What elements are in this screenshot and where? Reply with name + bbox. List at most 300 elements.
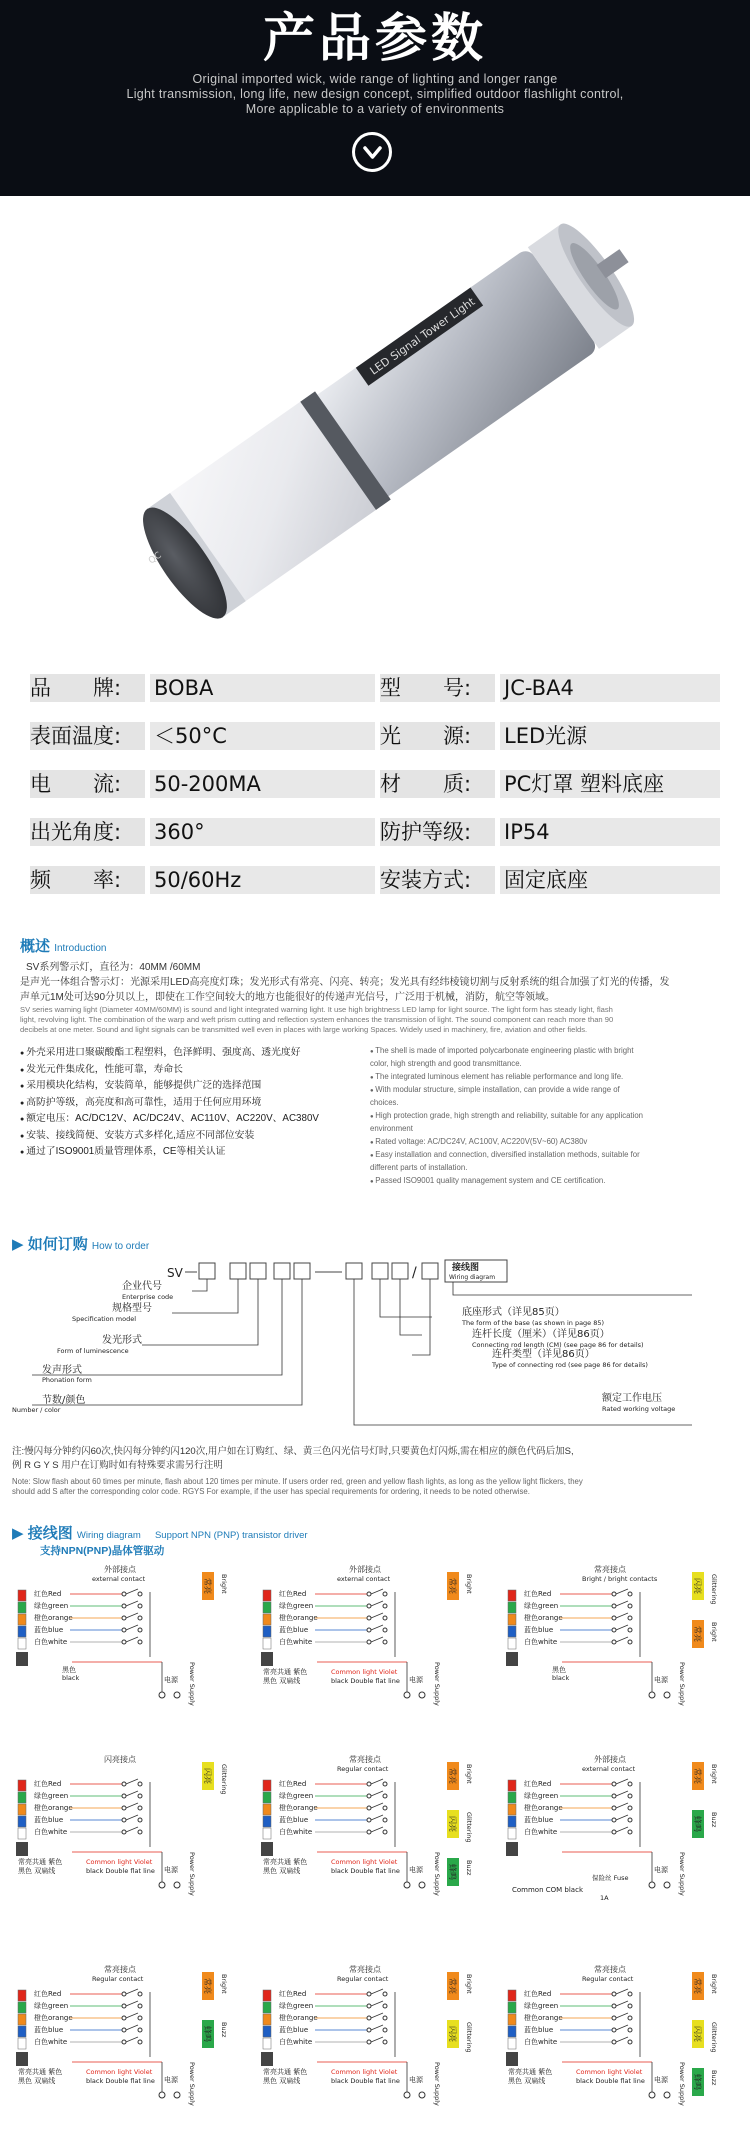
light-segment: [18, 1804, 26, 1815]
power-label: 电源: [409, 1866, 423, 1874]
spec-value: 360°: [150, 818, 375, 846]
hero-subtitle-2: Light transmission, long life, new design concept, simplified outdoor flashlight control,: [126, 87, 624, 101]
wire-label: 绿色green: [279, 2002, 314, 2010]
light-segment: [508, 1792, 516, 1803]
power-label: 电源: [164, 2076, 178, 2084]
common-label-en-2: black Double flat line: [331, 1867, 400, 1875]
overview-desc-1: 是声光一体组合警示灯：光源采用LED高亮度灯珠；发光形式有常亮、闪亮、转亮；发光具有经纬棱镜切割与反射系统的组合加强了灯光的传播，发: [20, 977, 670, 988]
spec-value: ＜50°C: [150, 722, 375, 750]
power-supply-label: Power Supply: [433, 1852, 441, 1896]
common-label-2: 黑色 双扁线: [18, 1867, 56, 1875]
bullet-icon: ●: [20, 1099, 27, 1107]
spec-label: 材 质:: [380, 770, 495, 798]
bullet-icon: ●: [20, 1132, 27, 1140]
indicator-label-en: Glittering: [220, 1764, 228, 1795]
feature-text-en: The integrated luminous element has reliable performance and long life.: [375, 1072, 624, 1081]
feature-item: [20, 1128, 370, 1145]
spec-value: 固定底座: [500, 866, 720, 894]
feature-item-en: [370, 1071, 730, 1084]
common-label-en-2: black Double flat line: [576, 2077, 645, 2085]
wire-label: 红色Red: [524, 1780, 552, 1788]
spec-row: [30, 862, 720, 910]
spec-value: PC灯罩 塑料底座: [500, 770, 720, 798]
order-label-enterprise: 企业代号: [122, 1281, 162, 1292]
power-supply-label: Power Supply: [678, 1852, 686, 1896]
contact-header-en: Regular contact: [337, 1975, 389, 1983]
overview-desc-2: 声单元1M处可达90分贝以上，即使在工作空间较大的地方也能很好的传递声光信号，广泛用于机械，消防，航空等领域。: [20, 992, 556, 1003]
spec-value: 50/60Hz: [150, 866, 375, 894]
feature-item-en: [370, 1045, 730, 1058]
feature-item-en: [370, 1136, 730, 1149]
contact-header: 外部接点: [349, 1565, 381, 1574]
light-segment: [508, 1780, 516, 1791]
wiring-diagram: [502, 1562, 732, 1742]
wiring-subtitle: 支持NPN(PNP)晶体管驱动: [40, 1545, 165, 1557]
bullet-icon: ●: [370, 1075, 376, 1081]
feature-text: 通过了ISO9001质量管理体系，CE等相关认证: [26, 1146, 226, 1157]
wiring-diagram: [12, 1562, 242, 1742]
light-base: [506, 2052, 518, 2066]
wire-label: 白色white: [279, 1638, 313, 1646]
light-base: [506, 1652, 518, 1666]
indicator-label-en: Buzz: [710, 1812, 718, 1828]
common-com-label: Common COM black: [512, 1886, 583, 1894]
page-title: 产品参数: [262, 9, 487, 69]
wire-label: 蓝色blue: [279, 2026, 309, 2034]
power-supply-label: Power Supply: [188, 1852, 196, 1896]
wire-label: 白色white: [279, 2038, 313, 2046]
indicator-label-en: Bright: [710, 1764, 718, 1784]
indicator-label-en: Glittering: [465, 2022, 473, 2053]
indicator-label: 常亮: [693, 1626, 702, 1642]
feature-list-cn: [20, 1045, 370, 1161]
common-label-en: Common light Violet: [331, 1668, 398, 1676]
common-label-2: 黑色 双扁线: [263, 1867, 301, 1875]
power-supply-label: Power Supply: [188, 2062, 196, 2106]
power-label: 电源: [654, 1866, 668, 1874]
light-segment: [508, 2002, 516, 2013]
order-label-base: 底座形式（详见85页）: [462, 1307, 565, 1318]
order-label-rod-length-en: Connecting rod length (CM) (see page 86 for details): [472, 1341, 644, 1349]
wire-label-black: 黑色: [552, 1666, 566, 1674]
power-supply-label: Power Supply: [188, 1662, 196, 1706]
indicator-label: 闪亮: [693, 2026, 702, 2042]
feature-text-en: Rated voltage: AC/DC24V, AC100V, AC220V(5V~60) AC380v: [375, 1137, 588, 1146]
indicator-label-en: Bright: [710, 1974, 718, 1994]
spec-label: 频 率:: [30, 866, 145, 894]
bullet-icon: ●: [20, 1149, 27, 1156]
feature-text-en: With modular structure, simple installation, can provide a wide range of: [375, 1085, 620, 1094]
light-segment: [18, 1780, 26, 1791]
wire-label: 橙色orange: [279, 2014, 318, 2022]
light-segment: [18, 1990, 26, 2001]
common-label-2: 黑色 双扁线: [508, 2077, 546, 2085]
order-title-en: How to order: [91, 1241, 150, 1252]
spec-row: [30, 718, 720, 766]
wiring-title-cn: 接线图: [27, 1525, 73, 1542]
product-label: LED Signal Tower Light: [367, 295, 478, 378]
common-label-2: 黑色 双扁线: [263, 2077, 301, 2085]
wiring-box-label: 接线图: [452, 1263, 480, 1273]
wire-label: 蓝色blue: [524, 2026, 554, 2034]
feature-text-en: color, high strength and good transmittance.: [370, 1059, 522, 1068]
light-segment: [508, 1638, 516, 1649]
power-supply-label: Power Supply: [433, 2062, 441, 2106]
order-label-number-color-en: Number / color: [12, 1406, 61, 1414]
wire-label: 蓝色blue: [279, 1626, 309, 1634]
power-label: 电源: [409, 2076, 423, 2084]
light-segment: [508, 1626, 516, 1637]
order-label-phonation: 发声形式: [42, 1365, 82, 1376]
order-code-prefix: SV: [167, 1266, 183, 1280]
wiring-diagram: [257, 1752, 487, 1932]
wire-label-black: 黑色: [62, 1666, 76, 1674]
contact-header-en: Regular contact: [92, 1975, 144, 1983]
order-label-rod-type: 连杆类型（详见86页）: [492, 1349, 595, 1360]
indicator-label: 常亮: [693, 1768, 702, 1784]
wire-label: 橙色orange: [34, 1614, 73, 1622]
feature-item: [20, 1062, 370, 1079]
common-label-en-2: black Double flat line: [331, 2077, 400, 2085]
light-segment: [263, 1638, 271, 1649]
wiring-diagram: [257, 1562, 487, 1742]
wire-label: 橙色orange: [34, 2014, 73, 2022]
indicator-label: 蜂鸣: [693, 2074, 702, 2090]
light-segment: [508, 2038, 516, 2049]
feature-text-en: Passed ISO9001 quality management system and CE certification.: [375, 1176, 606, 1185]
light-base: [16, 2052, 28, 2066]
feature-text: 采用模块化结构，安装简单，能够提供广泛的选择范围: [26, 1080, 262, 1091]
light-segment: [263, 1590, 271, 1601]
wiring-diagram: [502, 1962, 732, 2135]
common-label-en: Common light Violet: [576, 2068, 643, 2076]
indicator-label: 常亮: [448, 1578, 457, 1594]
wire-label: 红色Red: [34, 1780, 62, 1788]
indicator-label: 蜂鸣: [448, 1864, 457, 1880]
spec-value: IP54: [500, 818, 720, 846]
light-segment: [263, 1614, 271, 1625]
bullet-icon: ●: [20, 1066, 27, 1074]
feature-text-en: environment: [370, 1124, 413, 1133]
fuse-value: 1A: [600, 1894, 609, 1902]
common-label: 常亮共通 紫色: [263, 1858, 308, 1866]
order-label-luminescence: 发光形式: [102, 1335, 142, 1346]
common-label-en: Common light Violet: [86, 2068, 153, 2076]
light-segment: [508, 2026, 516, 2037]
power-label: 电源: [164, 1676, 178, 1684]
wire-label: 红色Red: [279, 1990, 307, 1998]
common-label-2: 黑色 双扁线: [263, 1677, 301, 1685]
light-segment: [263, 1828, 271, 1839]
indicator-label: 常亮: [203, 1578, 212, 1594]
common-label: 常亮共通 紫色: [18, 2068, 63, 2076]
bullet-icon: ●: [370, 1049, 376, 1055]
feature-text-en: Easy installation and connection, diversified installation methods, suitable for: [375, 1150, 640, 1159]
wire-label: 白色white: [34, 1638, 68, 1646]
light-segment: [263, 1990, 271, 2001]
wire-label-black-en: black: [552, 1674, 570, 1682]
wire-label: 橙色orange: [524, 2014, 563, 2022]
wire-label-black-en: black: [62, 1674, 80, 1682]
power-supply-label: Power Supply: [433, 1662, 441, 1706]
feature-item: [20, 1078, 370, 1095]
feature-item: [20, 1144, 370, 1161]
contact-header-en: external contact: [92, 1575, 146, 1583]
order-note-en-2: should add S after the corresponding color code. RGYS For example, if the user has special requirements for ordering, it needs to be noted otherwise.: [12, 1487, 530, 1496]
order-title: ▶ 如何订购 How to order: [12, 1236, 150, 1253]
wire-label: 绿色green: [34, 1792, 69, 1800]
wire-label: 绿色green: [524, 2002, 559, 2010]
light-segment: [18, 2038, 26, 2049]
wire-label: 蓝色blue: [34, 1816, 64, 1824]
light-segment: [508, 1614, 516, 1625]
feature-item-en: [370, 1175, 730, 1188]
bullet-icon: ●: [20, 1116, 27, 1123]
feature-item-en: [370, 1110, 730, 1123]
light-segment: [263, 2002, 271, 2013]
indicator-label-en: Bright: [220, 1974, 228, 1994]
feature-item-en: [370, 1149, 730, 1162]
light-segment: [508, 1816, 516, 1827]
indicator-label: 常亮: [448, 1768, 457, 1784]
wire-label: 绿色green: [34, 1602, 69, 1610]
contact-header: 常亮接点: [594, 1565, 626, 1574]
light-segment: [18, 2026, 26, 2037]
order-label-phonation-en: Phonation form: [42, 1376, 92, 1384]
common-label-en-2: black Double flat line: [331, 1677, 400, 1685]
order-note-2: 例 R G Y S 用户在订购时如有特殊要求需另行注明: [12, 1460, 223, 1471]
light-segment: [263, 1602, 271, 1613]
light-segment: [263, 2038, 271, 2049]
indicator-label: 闪亮: [693, 1578, 702, 1594]
overview-en-1: SV series warning light (Diameter 40MM/60MM) is sound and light integrated warning light. It use high brightness LED lamp for light source. The light form has steady light, flash: [20, 1005, 613, 1014]
wiring-subtitle-en: Support NPN (PNP) transistor driver: [154, 1530, 308, 1541]
spec-value: JC-BA4: [500, 674, 720, 702]
wiring-diagram: [12, 1752, 242, 1932]
order-note-en-1: Note: Slow flash about 60 times per minute, flash about 120 times per minute. If users order red, green and yellow flash lights, as long as the yellow light flickers, they: [12, 1477, 583, 1486]
wire-label: 蓝色blue: [524, 1626, 554, 1634]
contact-header-en: Bright / bright contacts: [582, 1575, 658, 1583]
feature-list-en: [370, 1045, 730, 1188]
power-supply-label: Power Supply: [678, 2062, 686, 2106]
order-label-base-en: The form of the base (as shown in page 85): [462, 1319, 605, 1327]
common-label: 常亮共通 紫色: [263, 1668, 308, 1676]
common-label-en: Common light Violet: [86, 1858, 153, 1866]
product-image: [0, 196, 750, 664]
contact-header: 常亮接点: [349, 1755, 381, 1764]
fuse-label: 保险丝 Fuse: [592, 1874, 629, 1882]
light-segment: [18, 2014, 26, 2025]
light-segment: [18, 1792, 26, 1803]
light-base: [506, 1842, 518, 1856]
feature-text: 额定电压：AC/DC12V、AC/DC24V、AC110V、AC220V、AC380V: [26, 1113, 319, 1124]
common-label: 常亮共通 紫色: [18, 1858, 63, 1866]
feature-item: [20, 1045, 370, 1062]
spec-row: [30, 814, 720, 862]
bullet-icon: ●: [370, 1114, 376, 1120]
spec-label: 安装方式:: [380, 866, 495, 894]
wire-label: 蓝色blue: [34, 2026, 64, 2034]
contact-header-en: external contact: [337, 1575, 391, 1583]
indicator-label-en: Bright: [220, 1574, 228, 1594]
contact-header-en: external contact: [582, 1765, 636, 1773]
wire-label: 橙色orange: [279, 1614, 318, 1622]
order-title-cn: 如何订购: [27, 1236, 88, 1253]
light-base: [261, 1652, 273, 1666]
spec-value: LED光源: [500, 722, 720, 750]
order-label-rod-length: 连杆长度（厘米）（详见86页）: [472, 1329, 610, 1340]
wire-label: 橙色orange: [524, 1804, 563, 1812]
spec-table: [30, 670, 720, 910]
scroll-down-icon[interactable]: [352, 132, 392, 172]
indicator-label-en: Buzz: [710, 2070, 718, 2086]
order-label-number-color: 节数/颜色: [42, 1395, 86, 1406]
order-label-voltage-en: Rated working voltage: [602, 1405, 676, 1413]
indicator-label-en: Bright: [465, 1574, 473, 1594]
spec-label: 品 牌:: [30, 674, 145, 702]
wire-label: 绿色green: [34, 2002, 69, 2010]
feature-text: 发光元件集成化，性能可靠，寿命长: [26, 1063, 183, 1075]
feature-text-en: High protection grade, high strength and reliability, suitable for any application: [375, 1111, 644, 1120]
contact-header-en: Regular contact: [337, 1765, 389, 1773]
wire-label: 白色white: [524, 2038, 558, 2046]
light-segment: [263, 2026, 271, 2037]
indicator-label-en: Buzz: [220, 2022, 228, 2038]
light-segment: [18, 2002, 26, 2013]
light-segment: [263, 1626, 271, 1637]
product-cap-mark: QC: [146, 550, 164, 567]
wire-label: 红色Red: [34, 1990, 62, 1998]
spec-row: [30, 670, 720, 718]
light-base: [261, 1842, 273, 1856]
wire-label: 白色white: [524, 1828, 558, 1836]
hero-banner: [0, 0, 750, 196]
overview-title-cn: 概述: [20, 938, 51, 955]
wire-label: 红色Red: [279, 1780, 307, 1788]
overview-diameter: SV系列警示灯，直径为：40MM /60MM: [26, 962, 201, 973]
feature-item: [20, 1095, 370, 1112]
common-label-en: Common light Violet: [331, 1858, 398, 1866]
indicator-label: 蜂鸣: [693, 1816, 702, 1832]
order-label-enterprise-en: Enterprise code: [122, 1293, 174, 1301]
common-label: 常亮共通 紫色: [263, 2068, 308, 2076]
wiring-box-label-en: Wiring diagram: [449, 1274, 496, 1281]
feature-lists: [20, 1045, 730, 1215]
spec-row: [30, 766, 720, 814]
wiring-diagram: [257, 1962, 487, 2135]
wire-label: 蓝色blue: [279, 1816, 309, 1824]
wiring-diagram-section: [12, 1522, 738, 2135]
overview-section: [20, 935, 730, 1215]
wiring-diagram: [502, 1752, 732, 1932]
indicator-label-en: Bright: [465, 1764, 473, 1784]
power-label: 电源: [164, 1866, 178, 1874]
spec-label: 光 源:: [380, 722, 495, 750]
spec-label: 型 号:: [380, 674, 495, 702]
wire-label: 白色white: [279, 1828, 313, 1836]
overview-en-3: decibels at one meter. Sound and light signals can be transmitted well even in places with large working Spaces. Widely used in machinery, fire, aviation and other fields.: [20, 1025, 588, 1034]
common-label-en: Common light Violet: [331, 2068, 398, 2076]
feature-text: 外壳采用进口聚碳酸酯工程塑料，色泽鲜明、强度高、透光度好: [26, 1047, 301, 1058]
order-label-spec-en: Specification model: [72, 1315, 137, 1323]
light-segment: [18, 1638, 26, 1649]
spec-value: BOBA: [150, 674, 375, 702]
power-label: 电源: [654, 1676, 668, 1684]
feature-text: 高防护等级，高亮度和高可靠性，适用于任何应用环境: [26, 1096, 262, 1108]
overview-en-2: light, revolving light. The combination of the warp and weft prism cutting and reflection system enhances the transmission of light. The sound component can reach more than 90: [20, 1015, 614, 1024]
spec-label: 表面温度:: [30, 722, 145, 750]
wiring-diagram-grid: [12, 1562, 738, 2135]
light-segment: [508, 1602, 516, 1613]
order-label-luminescence-en: Form of luminescence: [57, 1347, 129, 1355]
light-segment: [508, 1828, 516, 1839]
power-label: 电源: [409, 1676, 423, 1684]
feature-text: 安装、接线简便、安装方式多样化,适应不同部位安装: [26, 1129, 255, 1141]
power-supply-label: Power Supply: [678, 1662, 686, 1706]
indicator-label: 闪亮: [448, 1816, 457, 1832]
indicator-label: 常亮: [693, 1978, 702, 1994]
indicator-label: 常亮: [203, 1978, 212, 1994]
feature-text-en: choices.: [370, 1098, 399, 1107]
common-label: 常亮共通 紫色: [508, 2068, 553, 2076]
light-segment: [263, 2014, 271, 2025]
wire-label: 红色Red: [34, 1590, 62, 1598]
wire-label: 白色white: [524, 1638, 558, 1646]
light-segment: [508, 2014, 516, 2025]
light-segment: [263, 1780, 271, 1791]
order-notes: [12, 1445, 738, 1497]
light-base: [16, 1842, 28, 1856]
svg-text:/: /: [412, 1265, 417, 1281]
wiring-title: ▶ 接线图 Wiring diagram Support NPN (PNP) transistor driver: [12, 1525, 308, 1542]
bullet-icon: ●: [20, 1050, 27, 1057]
common-label-2: 黑色 双扁线: [18, 2077, 56, 2085]
feature-item-en: [370, 1123, 730, 1136]
order-label-rod-type-en: Type of connecting rod (see page 86 for details): [492, 1361, 648, 1369]
indicator-label: 常亮: [448, 1978, 457, 1994]
feature-text-en: The shell is made of imported polycarbonate engineering plastic with bright: [375, 1046, 634, 1055]
indicator-label-en: Bright: [465, 1974, 473, 1994]
how-to-order-section: [12, 1233, 738, 1523]
indicator-label-en: Bright: [710, 1622, 718, 1642]
wire-label: 蓝色blue: [34, 1626, 64, 1634]
contact-header: 闪亮接点: [104, 1755, 136, 1764]
spec-label: 出光角度:: [30, 818, 145, 846]
spec-label: 防护等级:: [380, 818, 495, 846]
wire-label: 橙色orange: [279, 1804, 318, 1812]
wire-label: 绿色green: [279, 1792, 314, 1800]
indicator-label: 闪亮: [448, 2026, 457, 2042]
bullet-icon: ●: [20, 1083, 27, 1090]
wire-label: 红色Red: [524, 1590, 552, 1598]
indicator-label: 闪亮: [203, 1768, 212, 1784]
contact-header: 常亮接点: [349, 1965, 381, 1974]
wire-label: 绿色green: [524, 1602, 559, 1610]
light-segment: [18, 1590, 26, 1601]
order-note-1: 注:慢闪每分钟约闪60次,快闪每分钟约闪120次,用户如在订购红、绿、黄三色闪光信号灯时,只要黄色灯闪烁,需在相应的颜色代码后加S,: [12, 1446, 574, 1457]
indicator-label: 蜂鸣: [203, 2026, 212, 2042]
indicator-label-en: Glittering: [465, 1812, 473, 1843]
indicator-label-en: Glittering: [710, 2022, 718, 2053]
indicator-label-en: Buzz: [465, 1860, 473, 1876]
bullet-icon: ●: [370, 1179, 376, 1185]
light-segment: [508, 1990, 516, 2001]
contact-header: 外部接点: [594, 1755, 626, 1764]
light-segment: [263, 1804, 271, 1815]
power-label: 电源: [654, 2076, 668, 2084]
wiring-title-en: Wiring diagram: [76, 1530, 141, 1541]
bullet-icon: ●: [370, 1153, 376, 1159]
